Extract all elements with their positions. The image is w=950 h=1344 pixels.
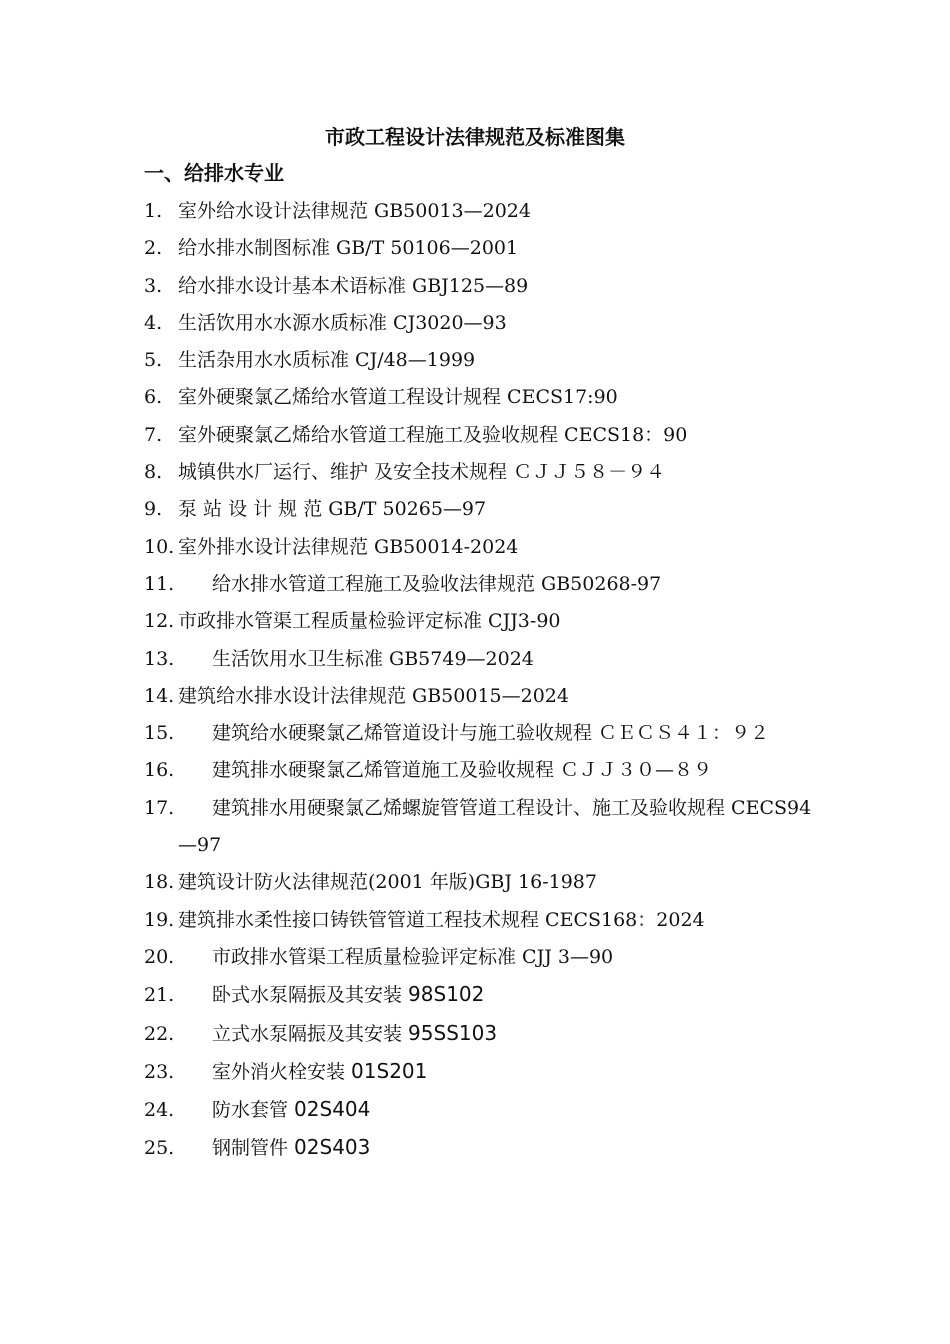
item-number: 15.: [144, 722, 175, 745]
item-number: 10.: [144, 535, 175, 558]
item-text: 建筑设计防火法律规范(2001 年版)GBJ 16-1987: [178, 871, 597, 894]
list-item: [144, 1053, 824, 1091]
item-text: 立式水泵隔振及其安装: [212, 1022, 409, 1045]
list-item: [144, 193, 824, 230]
list-item: [144, 379, 824, 416]
item-number: 1.: [144, 200, 163, 222]
item-number: 8.: [144, 461, 163, 484]
item-number: 13.: [144, 647, 175, 670]
list-item: [144, 230, 824, 267]
item-number: 19.: [144, 908, 175, 931]
item-number: 11.: [144, 572, 175, 595]
item-text: 室外消火栓安装: [212, 1060, 352, 1083]
list-item: [144, 976, 824, 1014]
list-item: [144, 491, 824, 528]
item-number: 22.: [144, 1022, 175, 1045]
item-text: 室外给水设计法律规范 GB50013—2024: [178, 200, 531, 222]
list-item: [144, 1015, 824, 1053]
list-item: [144, 678, 824, 715]
list-item: [144, 454, 824, 491]
item-number: 25.: [144, 1137, 175, 1160]
item-text: 建筑给水硬聚氯乙烯管道设计与施工验收规程 ＣＥＣＳ４１：９２: [212, 722, 770, 745]
item-text: 泵 站 设 计 规 范 GB/T 50265—97: [178, 498, 487, 521]
item-text: 生活杂用水水质标准 CJ/48—1999: [178, 349, 476, 372]
item-number: 20.: [144, 945, 175, 968]
item-text: 建筑排水用硬聚氯乙烯螺旋管管道工程设计、施工及验收规程 CECS94—97: [178, 796, 812, 857]
list-item: [144, 342, 824, 379]
item-number: 2.: [144, 237, 163, 260]
list-item: [144, 902, 824, 939]
item-number: 9.: [144, 498, 163, 521]
list-item: [144, 641, 824, 678]
item-text: 生活饮用水卫生标准 GB5749—2024: [212, 647, 534, 670]
list-item: [144, 939, 824, 976]
item-text: 建筑给水排水设计法律规范 GB50015—2024: [178, 684, 569, 707]
list-item: [144, 305, 824, 342]
item-number: 5.: [144, 349, 163, 372]
item-number: 23.: [144, 1060, 175, 1083]
item-text: 卧式水泵隔振及其安装: [212, 984, 409, 1007]
item-code: 02S404: [294, 1097, 371, 1122]
item-number: 24.: [144, 1099, 175, 1122]
item-code: 98S102: [408, 982, 485, 1007]
list-item: [144, 566, 824, 603]
standards-list: [144, 193, 824, 1168]
item-number: 7.: [144, 423, 163, 446]
list-item: [144, 603, 824, 640]
item-number: 14.: [144, 684, 175, 707]
item-number: 12.: [144, 610, 175, 633]
item-text: 建筑排水硬聚氯乙烯管道施工及验收规程 ＣＪＪ３０—８９: [212, 759, 713, 782]
item-number: 21.: [144, 984, 175, 1007]
item-number: 3.: [144, 274, 163, 297]
item-number: 17.: [144, 796, 175, 819]
item-text: 室外硬聚氯乙烯给水管道工程施工及验收规程 CECS18：90: [178, 423, 688, 446]
section-heading: 一、给排水专业: [144, 161, 284, 185]
list-item: [144, 790, 824, 865]
item-text: 钢制管件: [212, 1137, 295, 1160]
list-item: [144, 1091, 824, 1129]
item-text: 给水排水制图标准 GB/T 50106—2001: [178, 237, 519, 260]
item-text: 给水排水设计基本术语标准 GBJ125—89: [178, 274, 529, 297]
item-code: 02S403: [294, 1135, 371, 1160]
list-item: [144, 417, 824, 454]
item-text: 城镇供水厂运行、维护 及安全技术规程 ＣＪＪ５８－９４: [178, 461, 666, 484]
item-number: 18.: [144, 871, 175, 894]
item-number: 6.: [144, 386, 163, 409]
document-title: 市政工程设计法律规范及标准图集: [325, 125, 625, 149]
list-item: [144, 268, 824, 305]
item-text: 市政排水管渠工程质量检验评定标准 CJJ3-90: [178, 610, 561, 633]
item-text: 建筑排水柔性接口铸铁管管道工程技术规程 CECS168：2024: [178, 908, 705, 931]
list-item: [144, 864, 824, 901]
item-text: 生活饮用水水源水质标准 CJ3020—93: [178, 311, 507, 334]
list-item: [144, 715, 824, 752]
item-text: 市政排水管渠工程质量检验评定标准 CJJ 3—90: [212, 945, 614, 968]
item-number: 16.: [144, 759, 175, 782]
item-code: 95SS103: [408, 1020, 498, 1045]
list-item: [144, 529, 824, 566]
item-code: 01S201: [351, 1058, 428, 1083]
list-item: [144, 752, 824, 789]
item-text: 防水套管: [212, 1099, 295, 1122]
item-text: 室外硬聚氯乙烯给水管道工程设计规程 CECS17:90: [178, 386, 618, 409]
item-number: 4.: [144, 311, 163, 334]
list-item: [144, 1129, 824, 1167]
item-text: 给水排水管道工程施工及验收法律规范 GB50268-97: [212, 572, 662, 595]
item-text: 室外排水设计法律规范 GB50014-2024: [178, 535, 519, 558]
